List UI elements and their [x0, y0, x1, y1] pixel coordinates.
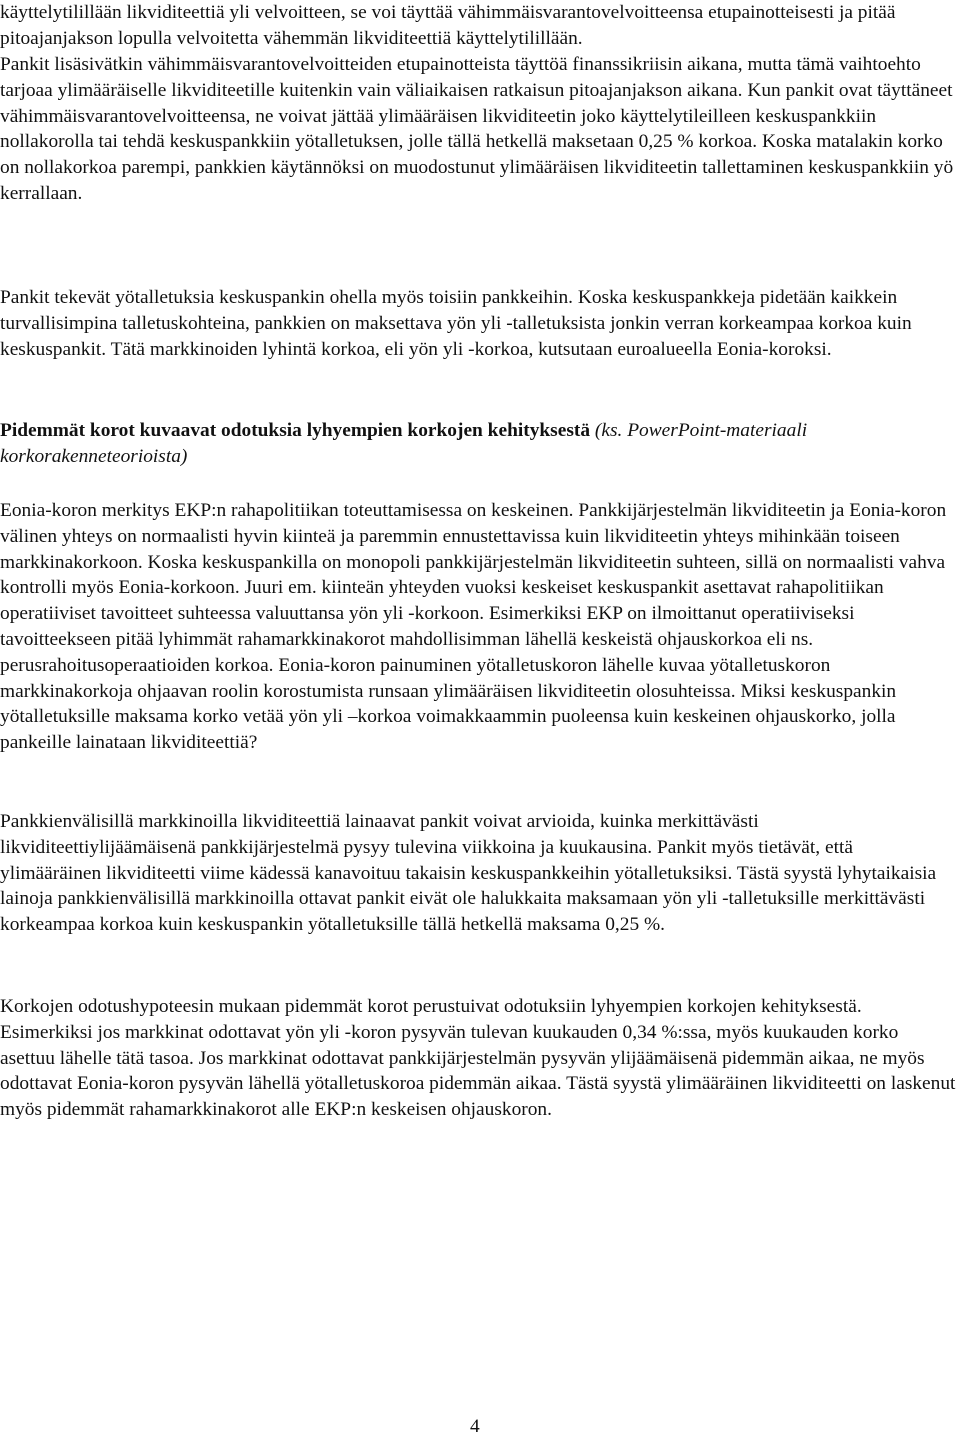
expectations-paragraph: Korkojen odotushypoteesin mukaan pidemmät korot perustuivat odotuksiin lyhyempien korkojen kehityksestä. Esimerkiksi jos markkinat odottavat yön yli -koron pysyvän tulevan kuukauden 0,34 %:ssa, myös kuukauden korko asettuu lähelle tätä tasoa. Jos markkinat odottavat pankkijärjestelmän pysyvän ylijäämäisenä pidemmän aikaa, ne myös odottavat Eonia-koron pysyvän lähellä yötalletuskoroa pidemmän aikaa. Tästä syystä ylimääräinen likviditeetti on laskenut myös pidemmät rahamarkkinakorot alle EKP:n keskeisen ohjauskoron. [0, 996, 956, 1121]
overnight-deposit-paragraph: Pankit tekevät yötalletuksia keskuspankin ohella myös toisiin pankkeihin. Koska keskuspankkeja pidetään kaikkein turvallisimpina talletuskohteina, pankkien on maksettava yön yli -talletuksista jonkin verran korkeampaa korkoa kuin keskuspankit. Tätä markkinoiden lyhintä korkoa, eli yön yli -korkoa, kutsutaan euroalueella Eonia-koroksi. [0, 287, 912, 360]
eonia-paragraph: Eonia-koron merkitys EKP:n rahapolitiikan toteuttamisessa on keskeinen. Pankkijärjestelmän likviditeetin ja Eonia-koron välinen yhteys on normaalisti hyvin kiinteä ja paremmin ennustettavissa kuin likviditeetin yhteys mihinkään toiseen markkinakorkoon. Koska keskuspankilla on monopoli pankkijärjestelmän likviditeetin suhteen, sillä on normaalisti vahva kontrolli myös Eonia-korkoon. Juuri em. kiinteän yhteyden vuoksi keskeiset keskuspankit asettavat rahapolitiikan operatiiviset tavoitteet suhteessa valuuttansa yön yli -korkoon. Esimerkiksi EKP on ilmoittanut operatiiviseksi tavoitteekseen pitää lyhimmät rahamarkkinakorot mahdollisimman lähellä keskeistä ohjauskorkoa eli ns. perusrahoitusoperaatioiden korkoa. Eonia-koron painuminen yötalletuskoron lähelle kuvaa yötalletuskoron markkinakorkoja ohjaavan roolin korostumista runsaan ylimääräisen likviditeetin olosuhteissa. Miksi keskuspankin yötalletuksille maksama korko vetää yön yli –korkoa voimakkaammin puoleensa kuin keskeinen ohjauskorko, jolla pankeille lainataan likviditeettiä? [0, 500, 947, 754]
section-heading [0, 418, 958, 470]
section-heading-bold: Pidemmät korot kuvaavat odotuksia lyhyempien korkojen kehityksestä [0, 420, 591, 441]
section-heading-reference: (ks. PowerPoint-materiaali korkorakenneteorioista) [0, 420, 808, 467]
continuation-paragraph: käyttelytilillään likviditeettiä yli velvoitteen, se voi täyttää vähimmäisvarantovelvoitteensa etupainotteisesti ja pitää pitoajanjakson lopulla velvoitetta vähemmän likviditeettiä käyttelytilillään. [0, 2, 896, 49]
page-number: 4 [470, 1416, 480, 1437]
bank-frontloading-paragraph: Pankit lisäsivätkin vähimmäisvarantovelvoitteiden etupainotteista täyttöä finanssikriisin aikana, mutta tämä vaihtoehto tarjoaa ylimääräiselle likviditeetille kuitenkin vain väliaikaisen ratkaisun pitoajanjakson aikana. Kun pankit ovat täyttäneet vähimmäisvarantovelvoitteensa, ne voivat jättää ylimääräisen likviditeetin joko käyttelytileilleen keskuspankkiin nollakorolla tai tehdä keskuspankkiin yötalletuksen, jolle tällä hetkellä maksetaan 0,25 % korkoa. Koska matalakin korko on nollakorkoa parempi, pankkien käytännöksi on muodostunut ylimääräisen likviditeetin tallettaminen keskuspankkiin yö kerrallaan. [0, 54, 954, 204]
interbank-paragraph: Pankkienvälisillä markkinoilla likviditeettiä lainaavat pankit voivat arvioida, kuinka merkittävästi likviditeettiylijäämäisenä pankkijärjestelmä pysyy tulevina viikkoina ja kuukausina. Pankit myös tietävät, että ylimääräinen likviditeetti viime kädessä kanavoituu takaisin keskuspankkeihin yötalletuksiksi. Tästä syystä lyhytaikaisia lainoja pankkienvälisillä markkinoilla ottavat pankit eivät ole halukkaita maksamaan yön yli -talletuksille merkittävästi korkeampaa korkoa kuin keskuspankin yötalletuksille tällä hetkellä maksama 0,25 %. [0, 811, 937, 936]
